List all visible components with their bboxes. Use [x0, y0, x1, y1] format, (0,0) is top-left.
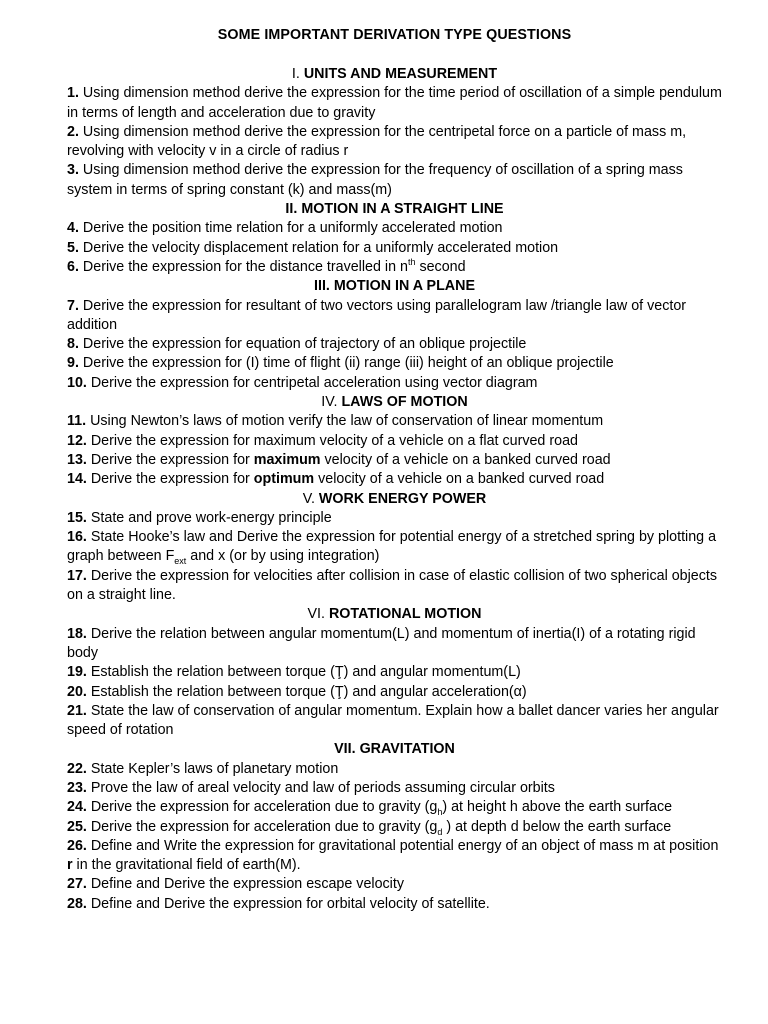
question-number: 15. [67, 509, 87, 526]
section-name: MOTION IN A PLANE [333, 278, 475, 295]
question-number: 9. [67, 355, 79, 372]
question-text: Derive the expression for the distance travelled in n [82, 258, 408, 275]
question-number: 6. [67, 258, 79, 275]
question-number: 23. [67, 779, 87, 796]
question-number: 20. [67, 683, 87, 700]
question-item [67, 798, 722, 817]
section-name: UNITS AND MEASUREMENT [303, 66, 498, 82]
question-item [67, 470, 722, 489]
question-number: 13. [67, 451, 87, 468]
document-title: SOME IMPORTANT DERIVATION TYPE QUESTIONS [217, 27, 572, 43]
subscript: ext [174, 556, 187, 567]
question-item [67, 335, 722, 354]
question-number: 12. [67, 432, 87, 449]
question-number: 1. [67, 85, 79, 102]
question-text: Derive the expression for [90, 451, 254, 468]
question-item [67, 702, 722, 741]
section-number: III. [314, 278, 330, 295]
section-number: VII. [334, 741, 356, 758]
question-item [67, 123, 722, 162]
question-text: Using Newton’s laws of motion verify the law of conservation of linear momentum [90, 413, 604, 430]
section-name: ROTATIONAL MOTION [328, 606, 482, 623]
section-heading [67, 65, 722, 84]
question-text: Derive the velocity displacement relation for a uniformly accelerated motion [82, 239, 559, 256]
question-number: 4. [67, 220, 79, 237]
question-number: 17. [67, 567, 87, 584]
question-text: State Kepler’s laws of planetary motion [90, 760, 339, 777]
question-text: Derive the expression for resultant of two vectors using parallelogram law /triangle law of vector addition [67, 297, 687, 333]
question-item [67, 625, 722, 664]
section-heading [67, 393, 722, 412]
question-text: Derive the expression for acceleration due to gravity (g [90, 818, 438, 835]
question-text-continued: second [415, 258, 466, 275]
question-text-continued: velocity of a vehicle on a banked curved road [320, 451, 611, 468]
section-heading [67, 200, 722, 219]
question-text: State and prove work-energy principle [90, 509, 332, 526]
question-item [67, 875, 722, 894]
question-item [67, 219, 722, 238]
question-number: 2. [67, 123, 79, 140]
question-text: Derive the position time relation for a uniformly accelerated motion [82, 220, 503, 237]
section-number: II. [285, 201, 298, 218]
question-item [67, 161, 722, 200]
question-item [67, 528, 722, 567]
question-text: State the law of conservation of angular momentum. Explain how a ballet dancer varies her angular speed of rotation [67, 702, 719, 739]
question-text: Derive the expression for maximum velocity of a vehicle on a flat curved road [90, 432, 578, 449]
question-item [67, 239, 722, 258]
question-number: 26. [67, 837, 87, 854]
emphasis-text: maximum [253, 451, 321, 468]
question-item [67, 509, 722, 528]
section-heading [67, 740, 722, 759]
question-text: Define and Derive the expression escape velocity [90, 876, 404, 893]
question-number: 11. [67, 413, 87, 430]
question-text-continued: ) at depth d below the earth surface [442, 818, 672, 835]
section-name: WORK ENERGY POWER [318, 490, 487, 507]
question-number: 3. [67, 162, 79, 179]
question-number: 5. [67, 239, 79, 256]
question-text: State Hooke’s law and Derive the expression for potential energy of a stretched spring by plotting a graph between F [67, 529, 717, 565]
question-text-continued: in the gravitational field of earth(M). [72, 857, 301, 874]
question-text: Derive the expression for equation of trajectory of an oblique projectile [82, 336, 527, 353]
question-item [67, 258, 722, 277]
section-heading [67, 277, 722, 296]
section-number: IV. [321, 394, 338, 411]
question-text: Derive the expression for centripetal acceleration using vector diagram [90, 374, 538, 391]
question-item [67, 818, 722, 837]
question-number: 19. [67, 664, 87, 681]
question-number: 22. [67, 760, 87, 777]
question-text: Define and Write the expression for gravitational potential energy of an object of mass m at position [90, 837, 719, 854]
question-text: Using dimension method derive the expression for the centripetal force on a particle of mass m, revolving with velocity v in a circle of radius r [67, 123, 687, 160]
subscript: h [437, 807, 443, 818]
question-text: Prove the law of areal velocity and law of periods assuming circular orbits [90, 779, 555, 796]
question-number: 7. [67, 297, 79, 314]
question-item [67, 297, 722, 336]
question-number: 8. [67, 336, 79, 353]
question-item [67, 354, 722, 373]
question-item [67, 432, 722, 451]
question-number: 10. [67, 374, 87, 391]
question-text: Define and Derive the expression for orbital velocity of satellite. [90, 895, 490, 912]
section-name: MOTION IN A STRAIGHT LINE [301, 201, 504, 218]
question-number: 25. [67, 818, 87, 835]
question-text: Derive the expression for [90, 471, 254, 488]
section-heading [67, 490, 722, 509]
question-number: 16. [67, 529, 87, 546]
section-heading [67, 605, 722, 624]
question-text: Using dimension method derive the expression for the frequency of oscillation of a spring mass system in terms of spring constant (k) and mass(m) [67, 162, 683, 198]
section-number: V. [302, 490, 315, 507]
question-text: Establish the relation between torque (Ţ) and angular momentum(L) [90, 664, 521, 681]
question-item [67, 374, 722, 393]
question-number: 24. [67, 799, 87, 816]
question-item [67, 412, 722, 431]
question-item [67, 451, 722, 470]
question-number: 27. [67, 876, 87, 893]
section-name: LAWS OF MOTION [341, 394, 468, 411]
subscript: d [437, 826, 443, 837]
section-number: I. [291, 66, 300, 82]
question-item [67, 567, 722, 606]
question-text: Using dimension method derive the expression for the time period of oscillation of a simple pendulum in terms of length and acceleration due to gravity [67, 85, 722, 121]
question-list [67, 65, 722, 914]
question-item [67, 683, 722, 702]
question-item [67, 663, 722, 682]
question-item [67, 895, 722, 914]
question-item [67, 84, 722, 123]
section-name: GRAVITATION [359, 741, 455, 758]
question-text: Derive the relation between angular momentum(L) and momentum of inertia(I) of a rotating rigid body [67, 625, 696, 661]
question-text-continued: velocity of a vehicle on a banked curved road [314, 471, 605, 488]
question-number: 14. [67, 471, 87, 488]
question-text: Derive the expression for (I) time of flight (ii) range (iii) height of an oblique projectile [82, 355, 614, 372]
question-text-continued: and x (or by using integration) [186, 548, 380, 565]
question-item [67, 837, 722, 876]
question-number: 21. [67, 702, 87, 719]
question-item [67, 779, 722, 798]
emphasis-text: optimum [253, 471, 315, 488]
question-number: 18. [67, 625, 87, 642]
superscript: th [407, 257, 416, 268]
question-text-continued: ) at height h above the earth surface [442, 799, 673, 816]
question-text: Derive the expression for velocities after collision in case of elastic collision of two spherical objects on a straight line. [67, 567, 718, 604]
emphasis-text: r [67, 857, 73, 874]
question-number: 28. [67, 895, 87, 912]
question-item [67, 760, 722, 779]
question-text: Derive the expression for acceleration due to gravity (g [90, 799, 438, 816]
question-text: Establish the relation between torque (Ţ) and angular acceleration(α) [90, 683, 527, 700]
section-number: VI. [307, 606, 325, 623]
